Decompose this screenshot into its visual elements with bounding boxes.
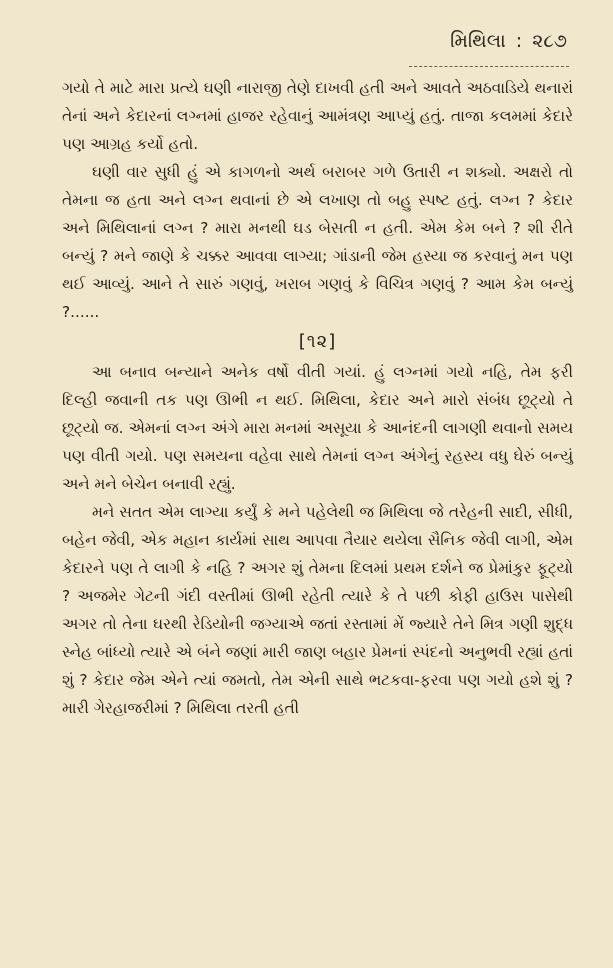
paragraph: મને સતત એમ લાગ્યા કર્યું કે મને પહેલેથી જ મિથિલા જે તરેહની સાદી, સીધી, બહેન જેવી, એક મહાન કાર્યમાં સાથ આપવા તૈયાર થયેલા સૈનિક જેવી લાગી, એમ કેદારને પણ તે લાગી કે નહિ ? અગર શું તેમના દિલમાં પ્રથમ દર્શને જ પ્રેમાંકુર ફૂટ્યો ? અજમેર ગેટની ગંદી વસ્તીમાં ઊભી રહેતી ત્યારે કે તે પછી કોફી હાઉસ પાસેથી અગર તો તેના ઘરથી રેડિયોની જગ્યાએ જતાં રસ્તામાં મેં જ્યારે તેને મિત્ર ગણી શુદ્ધ સ્નેહ બાંધ્યો ત્યારે એ બંને જણાં મારી જાણ બહાર પ્રેમનાં સ્પંદનો અનુભવી રહ્યાં હતાં શું ? કેદાર જેમ એને ત્યાં જમતો, તેમ એની સાથે ભટકવા-ફરવા પણ ગયો હશે શું ? મારી ગેરહાજરીમાં ? મિથિલા તરતી હતી	[62, 503, 573, 717]
paragraph: ઘણી વાર સુધી હું એ કાગળનો અર્થ બરાબર ગળે ઉતારી ન શક્યો. અક્ષરો તો તેમના જ હતા અને લગ્ન થવાનાં છે એ લખાણ તો બહુ સ્પષ્ટ હતું. લગ્ન ? કેદાર અને મિથિલાનાં લગ્ન ? મારા મનથી ઘડ બેસતી ન હતી. એમ કેમ બને ? શી રીતે બન્યું ? મને જાણે કે ચક્કર આવવા લાગ્યા; ગાંડાની જેમ હસ્યા જ કરવાનું મન પણ થઈ આવ્યું. આને તે સારું ગણવું, ખરાબ ગણવું કે વિચિત્ર ગણવું ? આમ કેમ બન્યું ?......	[62, 163, 573, 321]
section-number: [૧૨]	[298, 331, 337, 352]
running-title: મિથિલા	[450, 30, 506, 52]
header-rule	[409, 66, 569, 67]
running-separator: :	[515, 30, 523, 52]
running-head	[62, 30, 573, 52]
paragraph-continued: ગયો તે માટે મારા પ્રત્યે ઘણી નારાજી તેણે દાખવી હતી અને આવતે અઠવાડિયે થનારાં તેનાં અને કેદારનાં લગ્નમાં હાજર રહેવાનું આમંત્રણ આપ્યું હતું. તાજા કલમમાં કેદારે પણ આગ્રહ કર્યો હતો.	[62, 79, 573, 153]
page-body	[62, 74, 573, 722]
page-number: ૨૮૭	[532, 30, 567, 52]
paragraph: આ બનાવ બન્યાને અનેક વર્ષો વીતી ગયાં. હું લગ્નમાં ગયો નહિ, તેમ ફરી દિલ્હી જવાની તક પણ ઊભી ન થઈ. મિથિલા, કેદાર અને મારો સંબંધ છૂટ્યો તે છૂટ્યો જ. એમનાં લગ્ન અંગે મારા મનમાં અસૂયા કે આનંદની લાગણી થવાનો સમય પણ વીતી ગયો. પણ સમયના વહેવા સાથે તેમનાં લગ્ન અંગેનું રહસ્ય વધુ ઘેરું બન્યું અને મને બેચેન બનાવી રહ્યું.	[62, 363, 573, 493]
